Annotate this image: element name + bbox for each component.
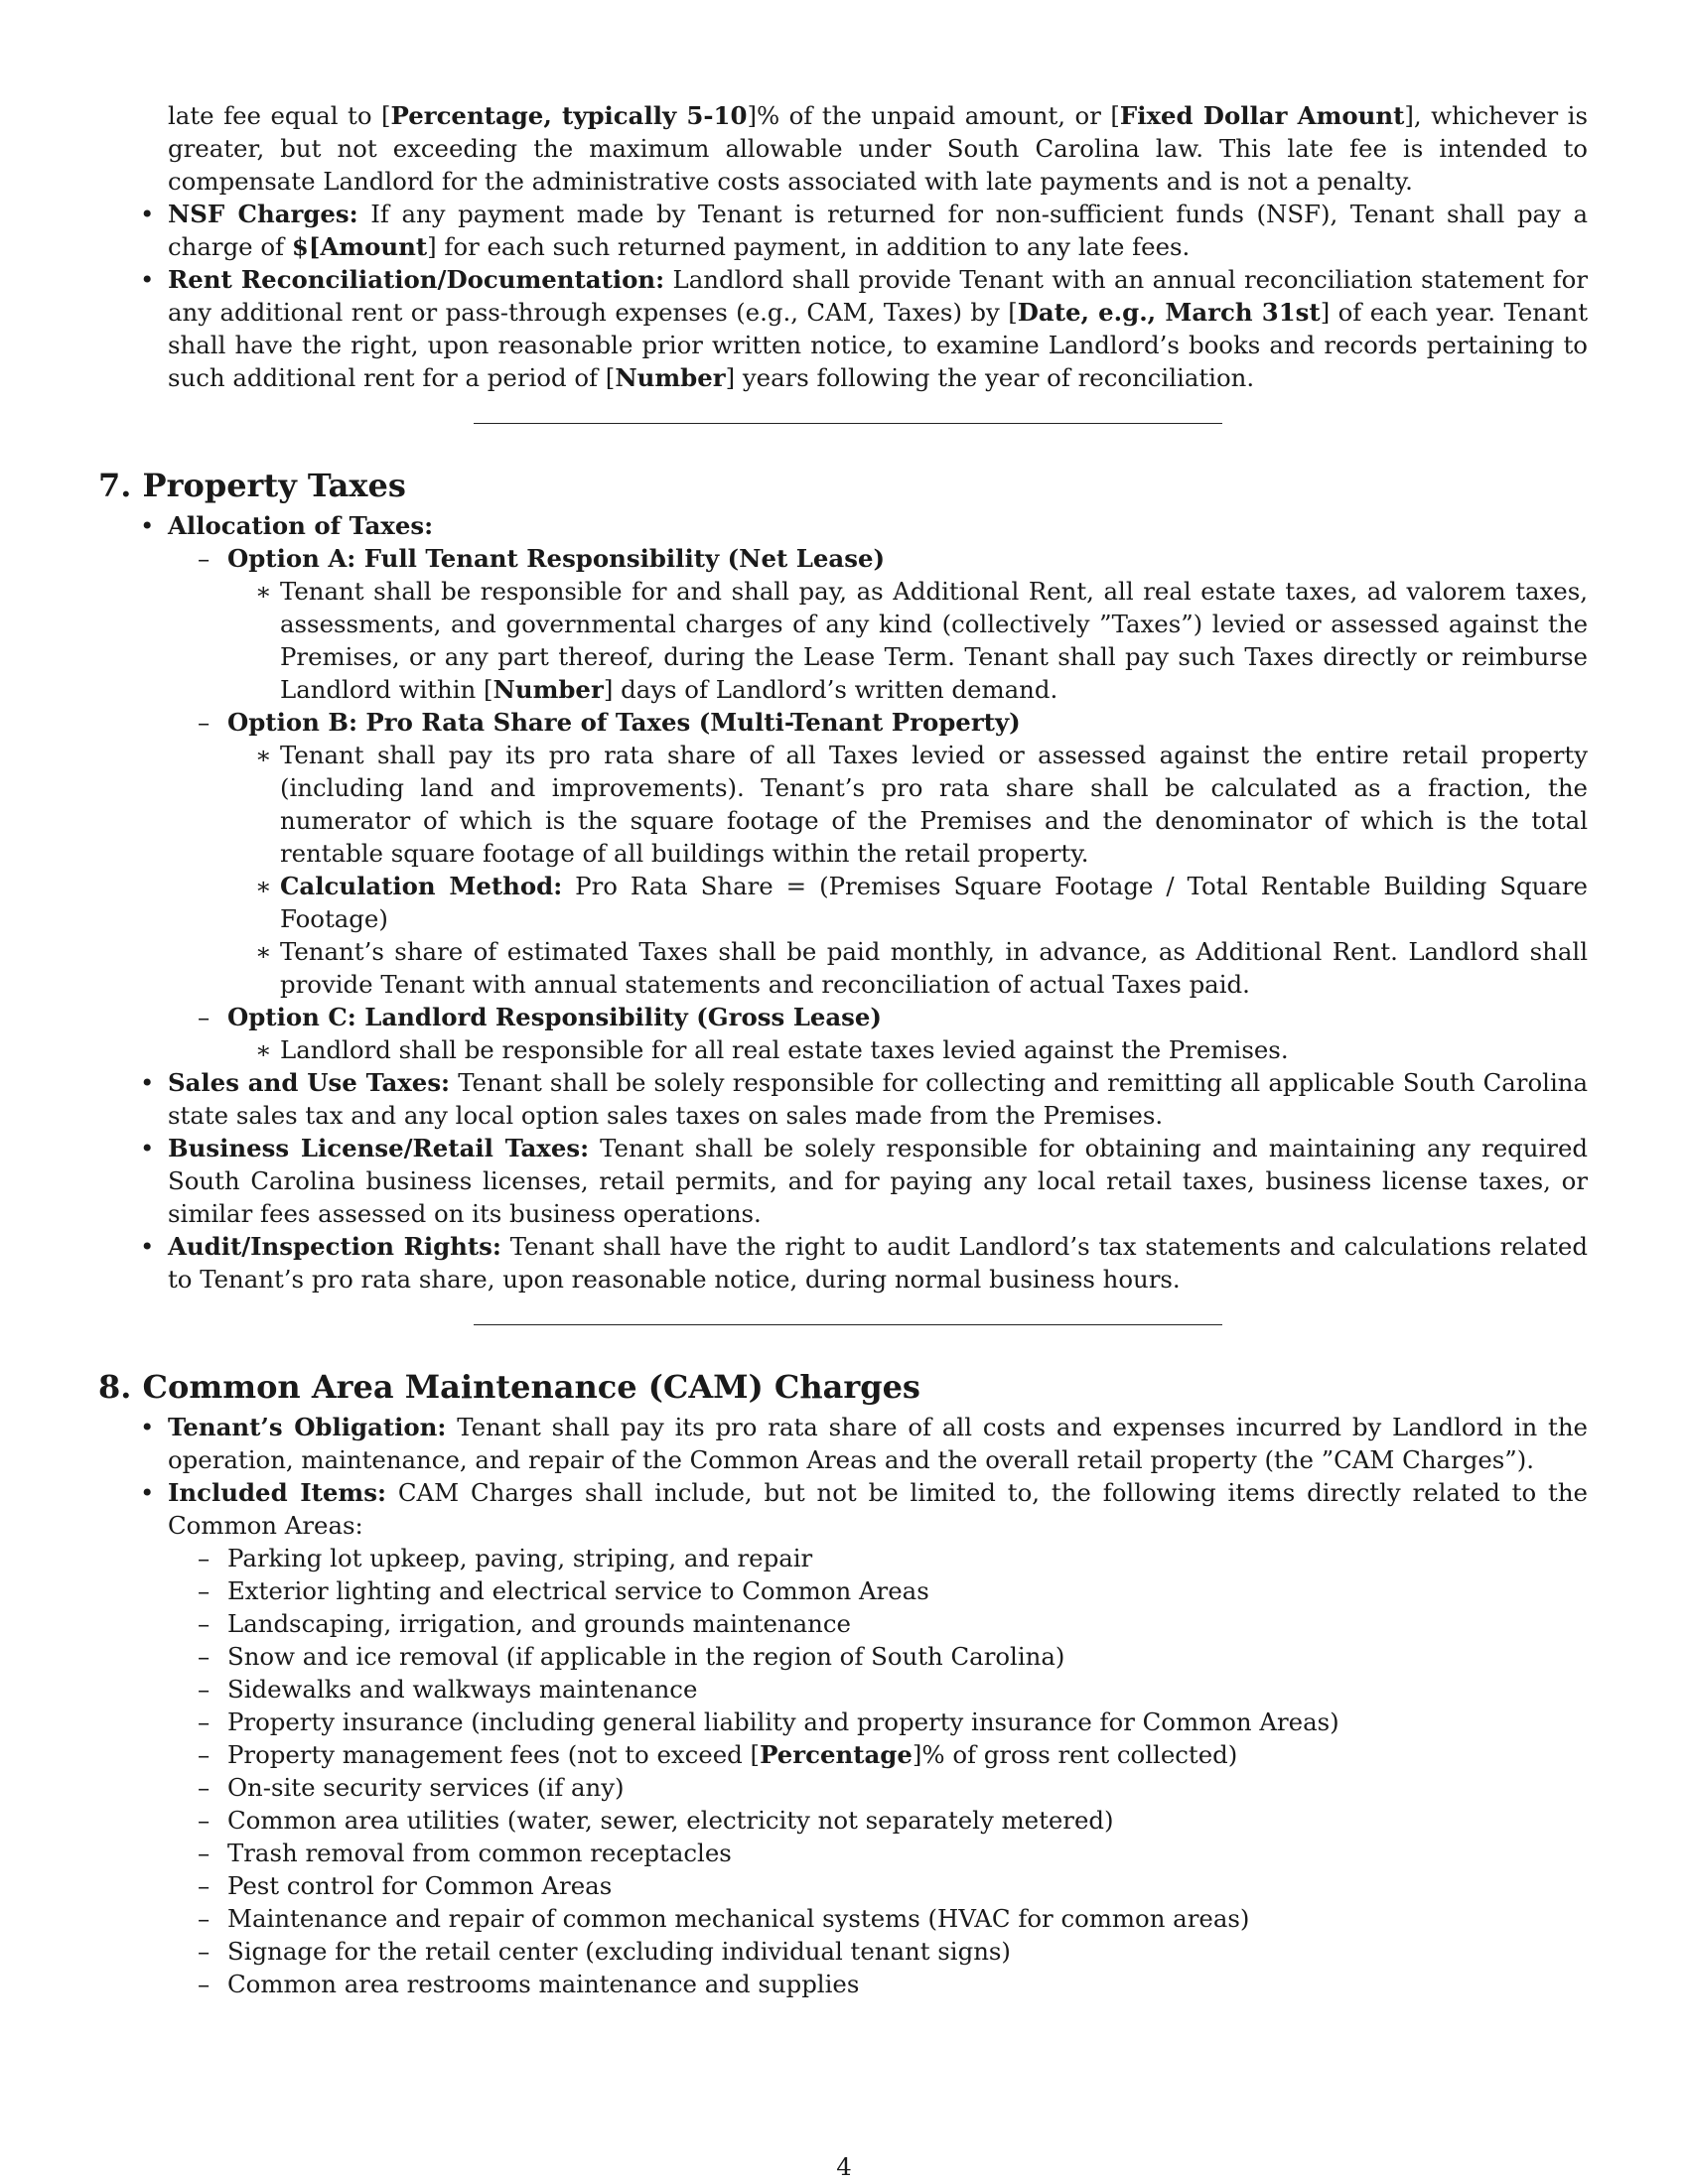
- tax-options-list: [168, 542, 1588, 1066]
- option-a-details: [227, 575, 1588, 706]
- rent-terms-list: [98, 198, 1588, 394]
- section-7-heading: 7. Property Taxes: [98, 467, 406, 504]
- option-c-details: [227, 1033, 1588, 1066]
- property-taxes-list: [98, 509, 1588, 1296]
- option-c-text: ∗ Landlord shall be responsible for all real estate taxes levied against the Premises.: [227, 1033, 1588, 1066]
- late-fee-paragraph: late fee equal to [Percentage, typically 5-10]% of the unpaid amount, or [Fixed Dollar Amount], whichever is greater, but not exceeding the maximum allowable under South Carolina law. This late fee is intended to compensate Landlord for the administrative costs associated with late payments and is not a penalty.: [168, 101, 1588, 196]
- section-divider: [474, 1324, 1222, 1325]
- list-item: – Exterior lighting and electrical service to Common Areas: [168, 1574, 1588, 1607]
- section-divider: [474, 423, 1222, 424]
- audit-rights-item: • Audit/Inspection Rights: Tenant shall have the right to audit Landlord’s tax statements and calculations related to Tenant’s pro rata share, upon reasonable notice, during normal business hours.: [98, 1230, 1588, 1296]
- calculation-method-item: ∗ Calculation Method: Pro Rata Share = (Premises Square Footage / Total Rentable Building Square Footage): [227, 870, 1588, 935]
- list-item: – Sidewalks and walkways maintenance: [168, 1673, 1588, 1706]
- included-items-text: • Included Items: CAM Charges shall include, but not be limited to, the following items directly related to the Common Areas:: [168, 1478, 1588, 1540]
- list-item: – Common area restrooms maintenance and supplies: [168, 1968, 1588, 2000]
- allocation-of-taxes-item: • Allocation of Taxes: – Option A: Full Tenant Responsibility (Net Lease) ∗ Tenant shall be responsible for and shall pay, as Additional Rent, all real estate taxes, ad valorem taxes, assessments, and governmental charges of any kind (collectively ”Taxes”) levied or assessed against the Premises, or any part thereof, during the Lease Term. Tenant shall pay such Taxes directly or reimburse Landlord within [Number] days of Landlord’s written demand. – Option B: Pro Rata Share of Taxes (Multi-Tenant Property) ∗ Tenant shall pay its pro rata share of all Taxes levied or assessed against the entire retail property (including land and improvements). Tenant’s pro rata share shall be calculated as a fraction, the numerator of which is the square footage of the Premises and the denominator of which is the total rentable square footage of all buildings within the retail property. ∗ Calculation Method: Pro Rata Share = (Premises Square Footage / Total Rentable Building Square Footage) ∗ Tenant’s share of estimated Taxes shall be paid monthly, in advance, as Additional Rent. Landlord shall provide Tenant with annual statements and reconciliation of actual Taxes paid. – Option C: Landlord Responsibility (Gross Lease) ∗ Landlord shall be responsible for all real estate taxes levied against the Premises.: [98, 509, 1588, 1066]
- cam-included-items-list: [168, 1542, 1588, 2000]
- list-item: – Landscaping, irrigation, and grounds maintenance: [168, 1607, 1588, 1640]
- list-item: – Property management fees (not to exceed [Percentage]% of gross rent collected): [168, 1738, 1588, 1771]
- tenant-obligation-item: • Tenant’s Obligation: Tenant shall pay its pro rata share of all costs and expenses incurred by Landlord in the operation, maintenance, and repair of the Common Areas and the overall retail property (the ”CAM Charges”).: [98, 1411, 1588, 1476]
- list-item: – Signage for the retail center (excluding individual tenant signs): [168, 1935, 1588, 1968]
- business-license-item: • Business License/Retail Taxes: Tenant shall be solely responsible for obtaining and maintaining any required South Carolina business licenses, retail permits, and for paying any local retail taxes, business license taxes, or similar fees assessed on its business operations.: [98, 1132, 1588, 1230]
- list-item: – On-site security services (if any): [168, 1771, 1588, 1804]
- list-item: – Trash removal from common receptacles: [168, 1837, 1588, 1869]
- option-b-text: ∗ Tenant shall pay its pro rata share of all Taxes levied or assessed against the entire retail property (including land and improvements). Tenant’s pro rata share shall be calculated as a fraction, the numerator of which is the square footage of the Premises and the denominator of which is the total rentable square footage of all buildings within the retail property.: [227, 739, 1588, 870]
- option-b-details: [227, 739, 1588, 1001]
- option-b-item: – Option B: Pro Rata Share of Taxes (Multi-Tenant Property) ∗ Tenant shall pay its pro rata share of all Taxes levied or assessed against the entire retail property (including land and improvements). Tenant’s pro rata share shall be calculated as a fraction, the numerator of which is the square footage of the Premises and the denominator of which is the total rentable square footage of all buildings within the retail property. ∗ Calculation Method: Pro Rata Share = (Premises Square Footage / Total Rentable Building Square Footage) ∗ Tenant’s share of estimated Taxes shall be paid monthly, in advance, as Additional Rent. Landlord shall provide Tenant with annual statements and reconciliation of actual Taxes paid.: [168, 706, 1588, 1001]
- rent-reconciliation-item: • Rent Reconciliation/Documentation: Landlord shall provide Tenant with an annual reconciliation statement for any additional rent or pass-through expenses (e.g., CAM, Taxes) by [Date, e.g., March 31st] of each year. Tenant shall have the right, upon reasonable prior written notice, to examine Landlord’s books and records pertaining to such additional rent for a period of [Number] years following the year of reconciliation.: [98, 263, 1588, 394]
- list-item: – Property insurance (including general liability and property insurance for Common Areas): [168, 1706, 1588, 1738]
- included-items-item: [98, 1476, 1588, 2000]
- list-item: – Maintenance and repair of common mechanical systems (HVAC for common areas): [168, 1902, 1588, 1935]
- list-item: – Parking lot upkeep, paving, striping, and repair: [168, 1542, 1588, 1574]
- sales-use-taxes-item: • Sales and Use Taxes: Tenant shall be solely responsible for collecting and remitting all applicable South Carolina state sales tax and any local option sales taxes on sales made from the Premises.: [98, 1066, 1588, 1132]
- section-8-heading: 8. Common Area Maintenance (CAM) Charges: [98, 1368, 920, 1406]
- document-page: [98, 99, 1588, 2000]
- page-number: 4: [836, 2152, 852, 2181]
- nsf-charges-item: • NSF Charges: If any payment made by Tenant is returned for non-sufficient funds (NSF), Tenant shall pay a charge of $[Amount] for each such returned payment, in addition to any late fees.: [98, 198, 1588, 263]
- option-a-item: – Option A: Full Tenant Responsibility (Net Lease) ∗ Tenant shall be responsible for and shall pay, as Additional Rent, all real estate taxes, ad valorem taxes, assessments, and governmental charges of any kind (collectively ”Taxes”) levied or assessed against the Premises, or any part thereof, during the Lease Term. Tenant shall pay such Taxes directly or reimburse Landlord within [Number] days of Landlord’s written demand.: [168, 542, 1588, 706]
- option-a-text: ∗ Tenant shall be responsible for and shall pay, as Additional Rent, all real estate taxes, ad valorem taxes, assessments, and governmental charges of any kind (collectively ”Taxes”) levied or assessed against the Premises, or any part thereof, during the Lease Term. Tenant shall pay such Taxes directly or reimburse Landlord within [Number] days of Landlord’s written demand.: [227, 575, 1588, 706]
- list-item: – Snow and ice removal (if applicable in the region of South Carolina): [168, 1640, 1588, 1673]
- list-item: – Pest control for Common Areas: [168, 1869, 1588, 1902]
- list-item: – Common area utilities (water, sewer, electricity not separately metered): [168, 1804, 1588, 1837]
- cam-charges-list: [98, 1411, 1588, 2000]
- option-c-item: – Option C: Landlord Responsibility (Gross Lease) ∗ Landlord shall be responsible for all real estate taxes levied against the Premises.: [168, 1001, 1588, 1066]
- estimated-taxes-item: ∗ Tenant’s share of estimated Taxes shall be paid monthly, in advance, as Additional Rent. Landlord shall provide Tenant with annual statements and reconciliation of actual Taxes paid.: [227, 935, 1588, 1001]
